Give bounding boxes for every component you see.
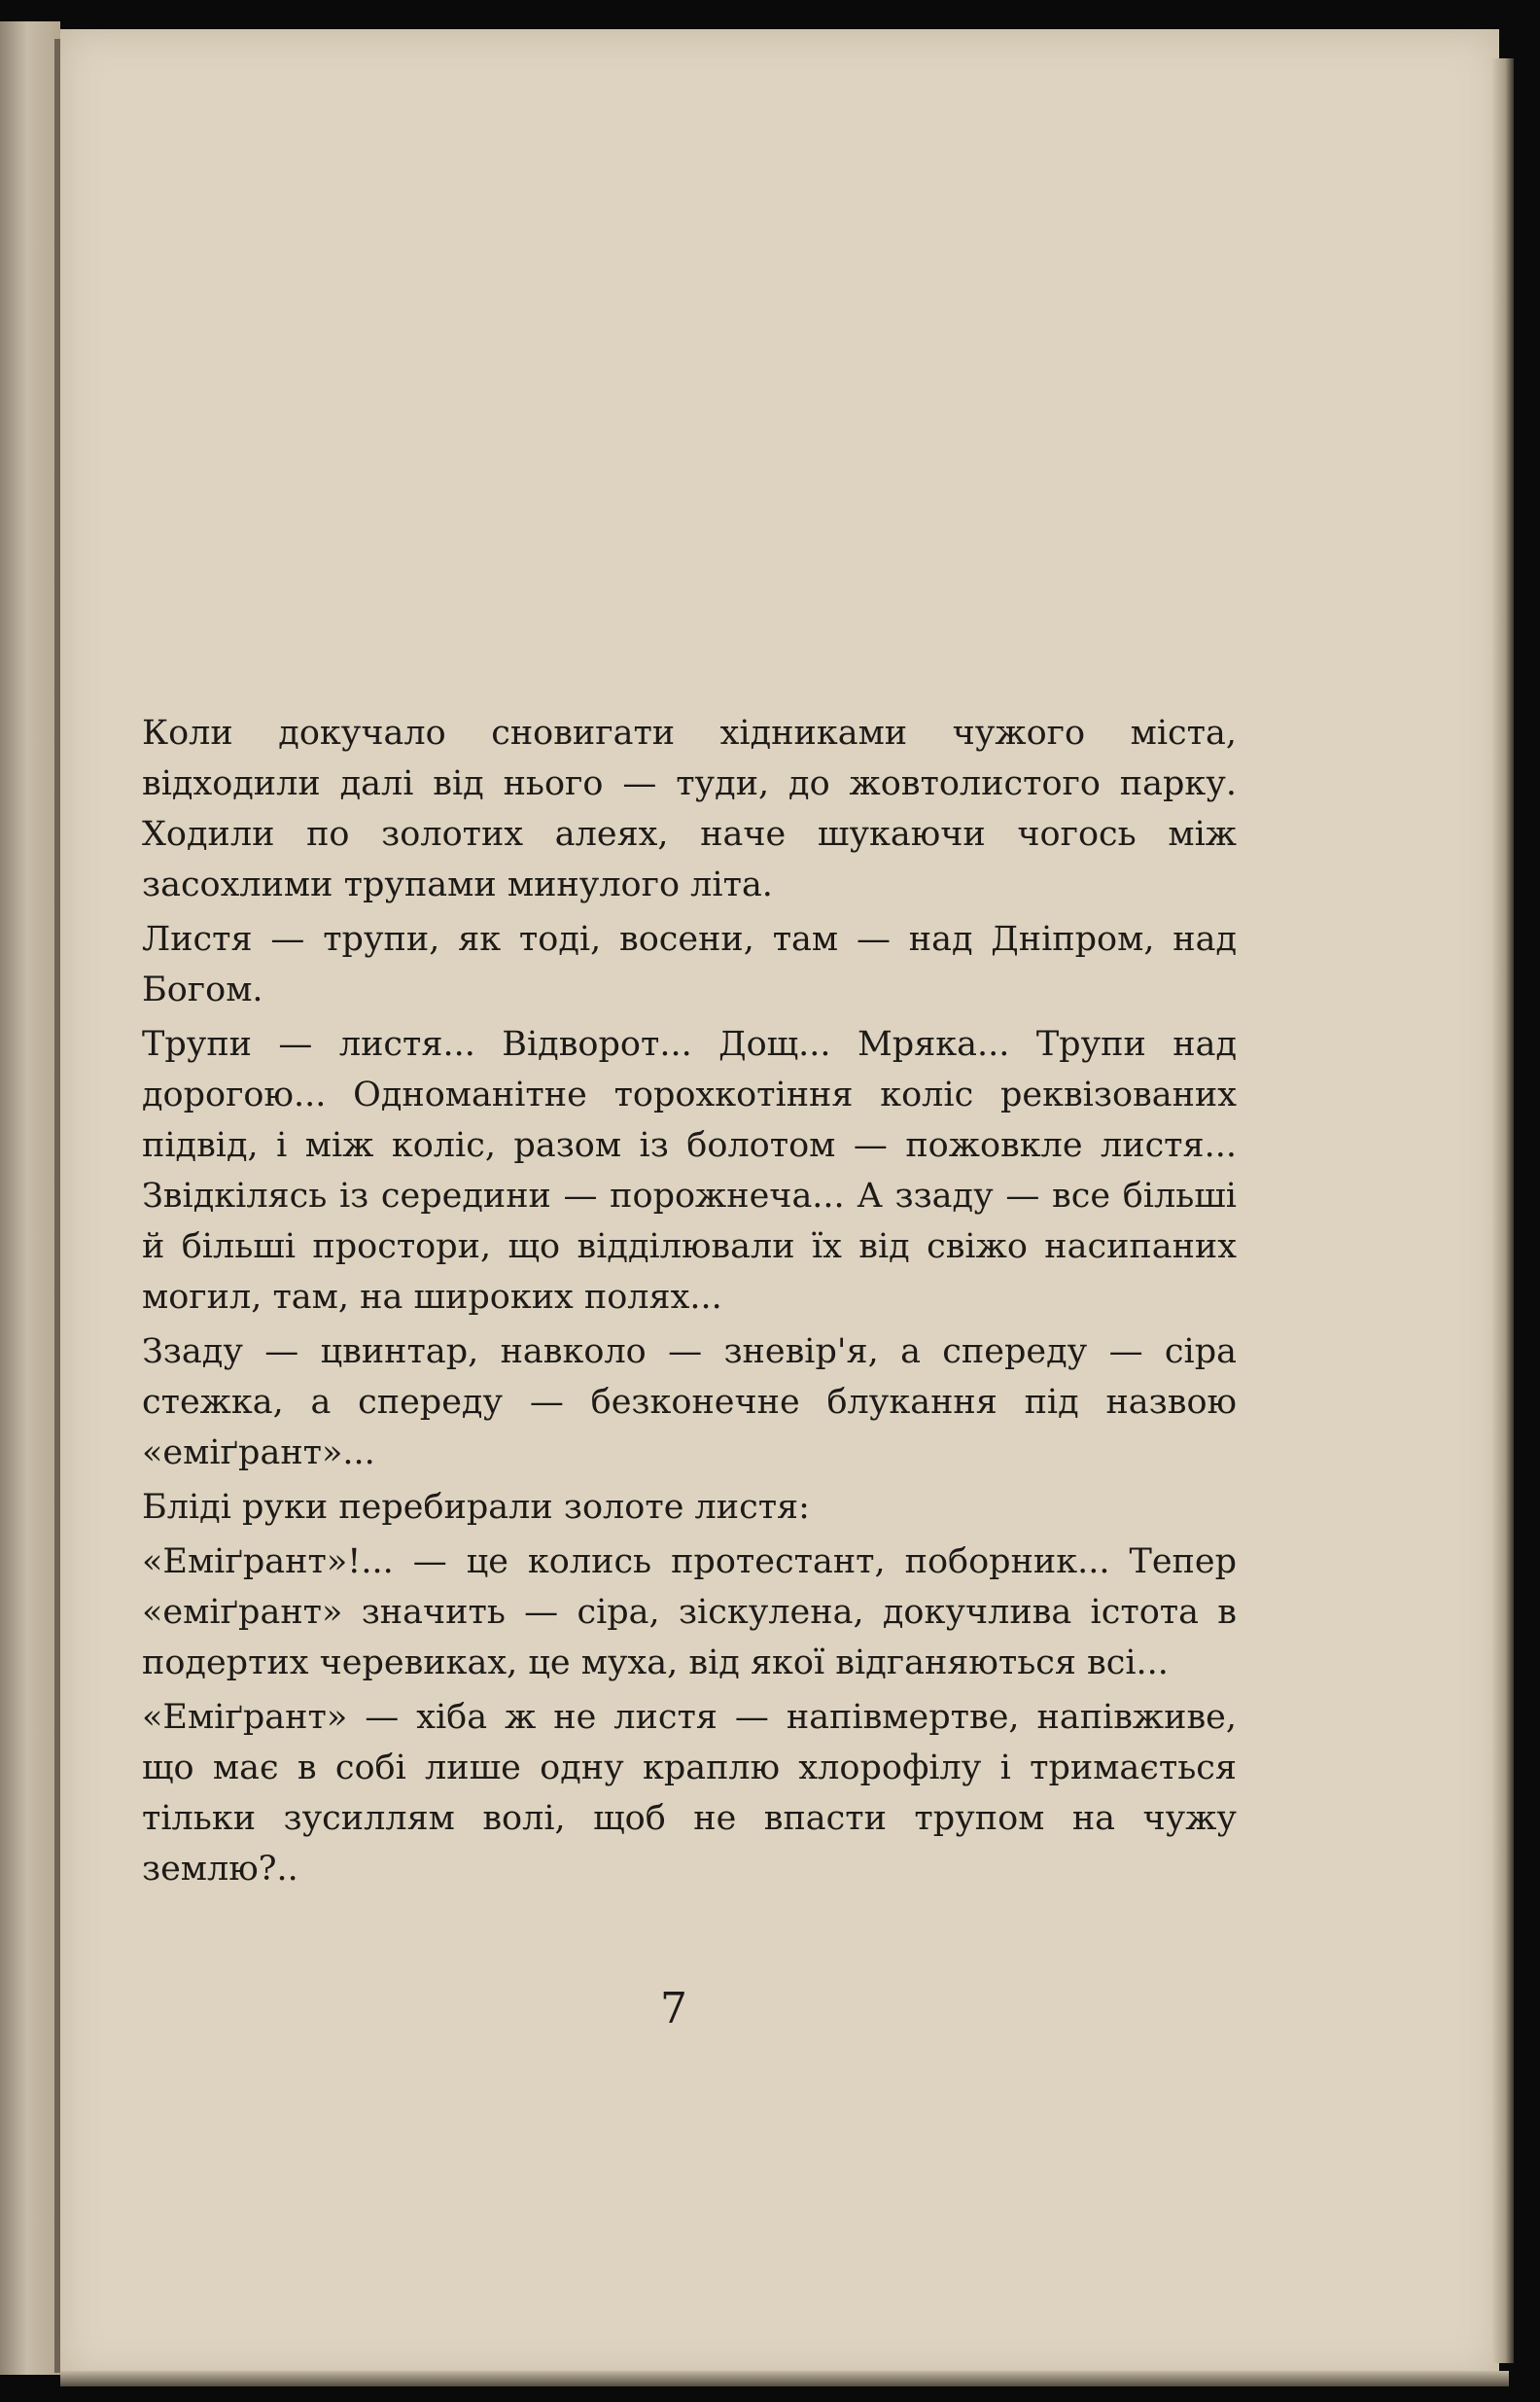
paragraph-7: «Еміґрант» — хіба ж не листя — напівмертве, напівживе, що має в собі лише одну краплю хлорофілу і тримається тільки зусиллям волі, щоб не впасти трупом на чужу землю?.. <box>142 1698 1237 1889</box>
page-edge-bottom <box>60 2371 1509 2386</box>
page-number: 7 <box>660 1984 687 2033</box>
paragraph-5: Бліді руки перебирали золоте листя: <box>142 1488 810 1527</box>
paragraph-1: Коли докучало сновигати хідниками чужого міста, відходили далі від нього — туди, до жовтолистого парку. Ходили по золотих алеях, наче шукаючи чогось між засохлими трупами минулого літа. <box>142 714 1237 904</box>
page-edge-right <box>1492 58 1514 2363</box>
paragraph-6: «Еміґрант»!... — це колись протестант, поборник... Тепер «еміґрант» значить — сіра, зіскулена, докучлива істота в подертих черевиках, це муха, від якої відганяються всі... <box>142 1542 1237 1682</box>
paragraph-4: Ззаду — цвинтар, навколо — зневір'я, а спереду — сіра стежка, а спереду — безконечне блукання під назвою «еміґрант»... <box>142 1332 1237 1472</box>
paragraph-3: Трупи — листя... Відворот... Дощ... Мряка... Трупи над дорогою... Одноманітне торохкотіння коліс реквізованих підвід, і між коліс, разом із болотом — пожовкле листя... Звідкілясь із середини — порожнеча... А ззаду — все більші й більші простори, що відділювали їх від свіжо насипаних могил, там, на широких полях... <box>142 1025 1237 1317</box>
paragraph-2: Листя — трупи, як тоді, восени, там — над Дніпром, над Богом. <box>142 920 1237 1009</box>
body-text <box>142 708 1237 1898</box>
